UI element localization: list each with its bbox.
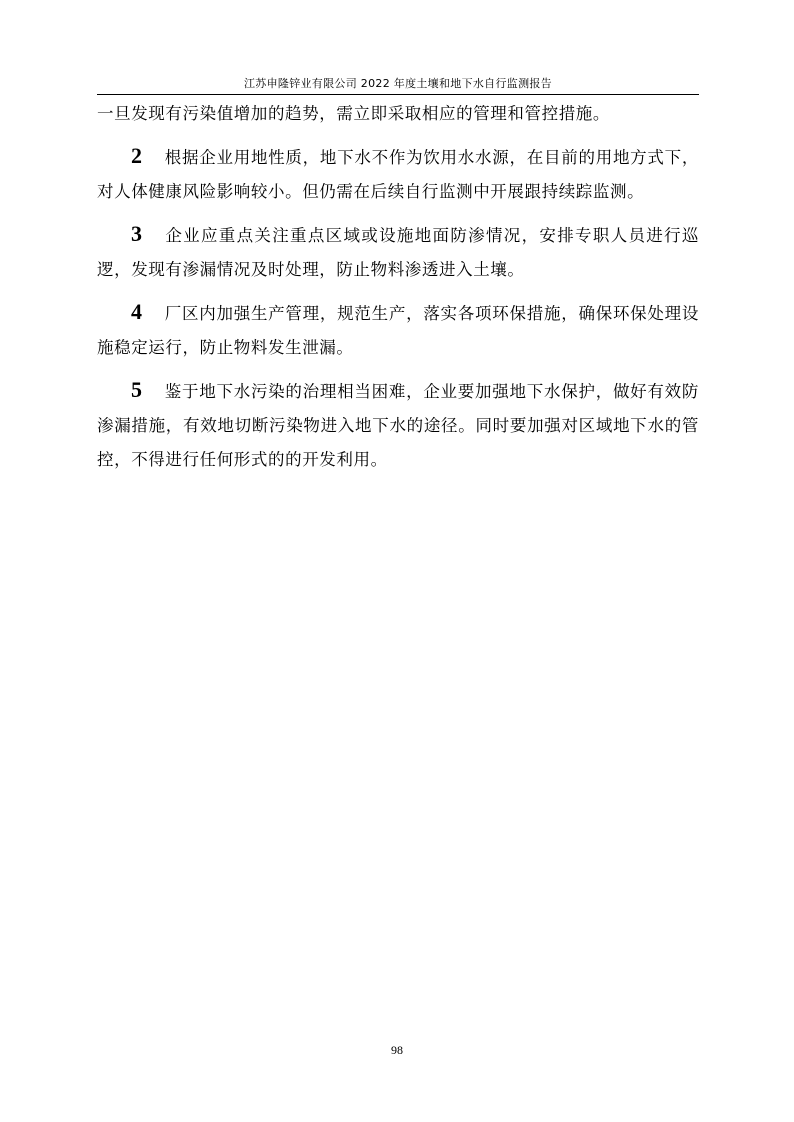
item-text: 企业应重点关注重点区域或设施地面防渗情况，安排专职人员进行巡逻，发现有渗漏情况及时处理，防止物料渗透进入土壤。	[97, 226, 699, 279]
document-body	[97, 97, 699, 477]
list-item-5	[97, 373, 699, 477]
list-item-4	[97, 295, 699, 365]
page-header-title: 江苏申隆锌业有限公司 2022 年度土壤和地下水自行监测报告	[244, 77, 552, 90]
item-number: 2	[131, 143, 143, 168]
list-item-3	[97, 217, 699, 287]
header-rule	[97, 94, 699, 95]
list-item-2	[97, 139, 699, 209]
item-number: 3	[131, 221, 143, 246]
page-number: 98	[391, 1043, 403, 1057]
item-number: 4	[131, 299, 143, 324]
item-number: 5	[131, 377, 143, 402]
item-text: 厂区内加强生产管理，规范生产，落实各项环保措施，确保环保处理设施稳定运行，防止物料发生泄漏。	[97, 304, 699, 357]
intro-paragraph: 一旦发现有污染值增加的趋势，需立即采取相应的管理和管控措施。	[97, 104, 610, 123]
item-text: 根据企业用地性质，地下水不作为饮用水水源，在目前的用地方式下，对人体健康风险影响较小。但仍需在后续自行监测中开展跟持续踪监测。	[97, 148, 699, 201]
item-text: 鉴于地下水污染的治理相当困难，企业要加强地下水保护，做好有效防渗漏措施，有效地切断污染物进入地下水的途径。同时要加强对区域地下水的管控，不得进行任何形式的的开发利用。	[97, 382, 699, 469]
